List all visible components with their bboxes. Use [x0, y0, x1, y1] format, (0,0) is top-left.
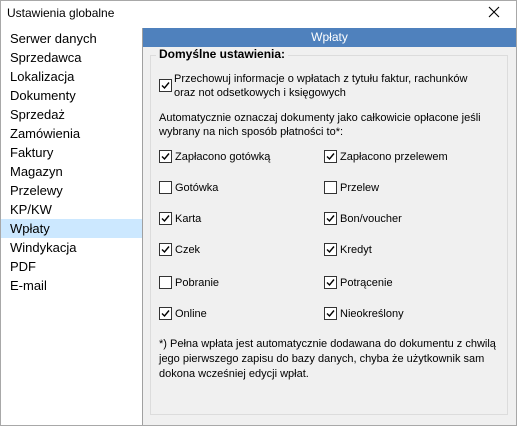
- close-icon[interactable]: [486, 4, 502, 20]
- kredyt-label: Kredyt: [340, 244, 372, 256]
- footnote-3: dokona wcześniej edycji wpłat.: [159, 368, 309, 380]
- przelew-checkbox[interactable]: [324, 181, 337, 194]
- store-info-label-1: Przechowuj informacje o wpłatach z tytułu faktur, rachunków: [174, 73, 468, 85]
- gotowka-label: Gotówka: [175, 182, 219, 194]
- zaplacono-przelewem-checkbox[interactable]: [324, 150, 337, 163]
- kredyt-checkbox[interactable]: [324, 243, 337, 256]
- footnote-1: *) Pełna wpłata jest automatycznie dodawana do dokumentu z chwilą: [159, 338, 496, 350]
- pobranie-label: Pobranie: [175, 277, 220, 289]
- sidebar-item-sprzedawca[interactable]: Sprzedawca: [10, 50, 82, 65]
- sidebar-item-lokalizacja[interactable]: Lokalizacja: [10, 69, 75, 84]
- sidebar-item-sprzedaz[interactable]: Sprzedaż: [10, 107, 65, 122]
- sidebar-item-faktury[interactable]: Faktury: [10, 145, 54, 160]
- settings-panel: [143, 28, 516, 425]
- sidebar-item-e-mail[interactable]: E-mail: [10, 278, 47, 293]
- nieokreslony-label: Nieokreślony: [340, 308, 404, 320]
- sidebar-item-pdf[interactable]: PDF: [10, 259, 36, 274]
- sidebar-item-magazyn[interactable]: Magazyn: [10, 164, 63, 179]
- karta-label: Karta: [175, 213, 202, 225]
- gotowka-checkbox[interactable]: [159, 181, 172, 194]
- potracenie-checkbox[interactable]: [324, 276, 337, 289]
- bon-voucher-label: Bon/voucher: [340, 213, 402, 225]
- sidebar: [1, 28, 143, 425]
- czek-label: Czek: [175, 244, 201, 256]
- store-info-label-2: oraz not odsetkowych i księgowych: [174, 87, 346, 99]
- sidebar-item-kp-kw[interactable]: KP/KW: [10, 202, 52, 217]
- online-checkbox[interactable]: [159, 307, 172, 320]
- przelew-label: Przelew: [340, 182, 380, 194]
- czek-checkbox[interactable]: [159, 243, 172, 256]
- sidebar-item-windykacja[interactable]: Windykacja: [10, 240, 77, 255]
- group-label: Domyślne ustawienia:: [156, 47, 288, 61]
- karta-checkbox[interactable]: [159, 212, 172, 225]
- footnote-2: jego pierwszego zapisu do bazy danych, chyba że użytkownik sam: [159, 353, 485, 365]
- sidebar-item-serwer-danych[interactable]: Serwer danych: [10, 31, 97, 46]
- bon-voucher-checkbox[interactable]: [324, 212, 337, 225]
- zaplacono-gotowka-checkbox[interactable]: [159, 150, 172, 163]
- zaplacono-przelewem-label: Zapłacono przelewem: [340, 151, 448, 163]
- sidebar-item-dokumenty[interactable]: Dokumenty: [10, 88, 76, 103]
- window-title: Ustawienia globalne: [7, 6, 115, 20]
- auto-text-1: Automatycznie oznaczaj dokumenty jako całkowicie opłacone jeśli: [159, 112, 481, 124]
- potracenie-label: Potrącenie: [340, 277, 393, 289]
- store-info-checkbox[interactable]: [159, 79, 172, 92]
- nieokreslony-checkbox[interactable]: [324, 307, 337, 320]
- pobranie-checkbox[interactable]: [159, 276, 172, 289]
- sidebar-item-przelewy[interactable]: Przelewy: [10, 183, 63, 198]
- sidebar-item-zamowienia[interactable]: Zamówienia: [10, 126, 81, 141]
- auto-text-2: wybrany na nich sposób płatności to*:: [159, 126, 344, 138]
- panel-header: Wpłaty: [143, 28, 516, 47]
- online-label: Online: [175, 308, 207, 320]
- zaplacono-gotowka-label: Zapłacono gotówką: [175, 151, 271, 163]
- sidebar-item-wplaty[interactable]: Wpłaty: [1, 219, 142, 238]
- title-bar: [1, 1, 516, 27]
